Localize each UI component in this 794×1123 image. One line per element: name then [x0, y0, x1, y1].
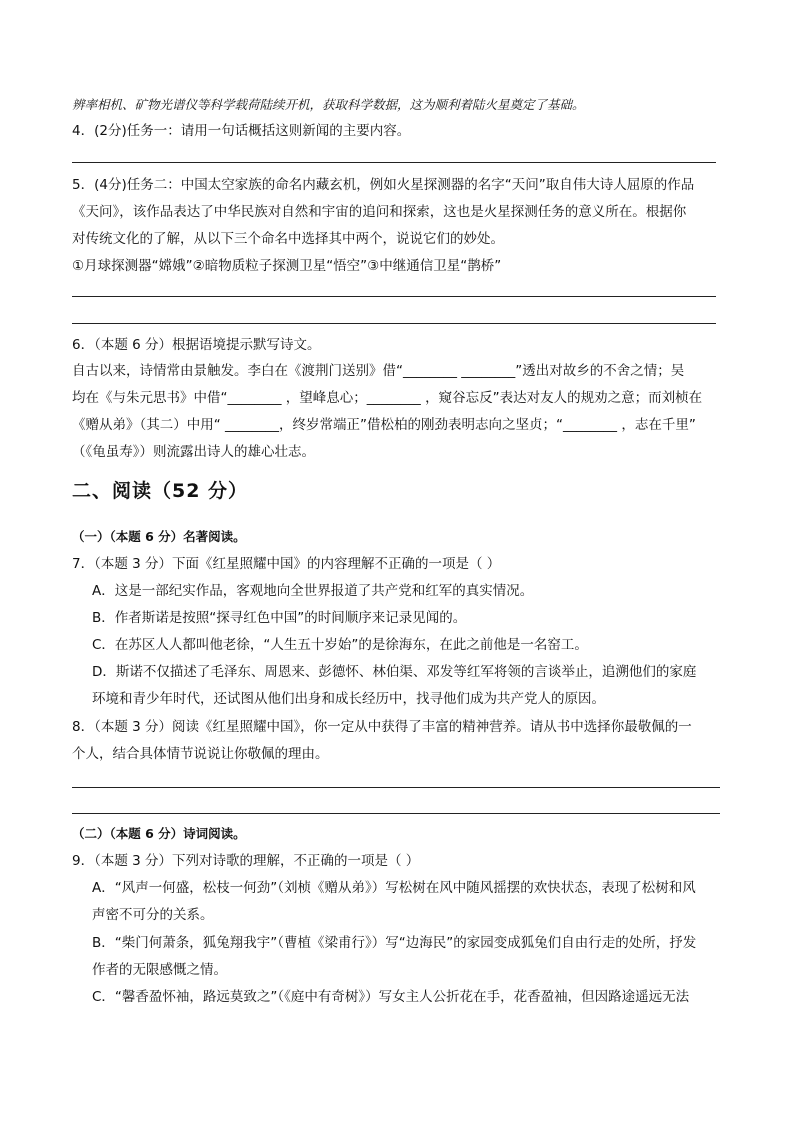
question-4: 4．(2分)任务一：请用一句话概括这则新闻的主要内容。 [72, 123, 411, 139]
answer-line-q8-2 [72, 813, 720, 814]
question-9-option-b-line-1: B．“柴门何萧条，狐兔翔我宇”（曹植《梁甫行》）写“边海民”的家园变成狐兔们自由行走的处所，抒发 [92, 935, 697, 951]
question-8-line-1: 8．（本题 3 分）阅读《红星照耀中国》，你一定从中获得了丰富的精神营养。请从书中选择你最敬佩的一 [72, 719, 692, 735]
subsection-1-heading: （一）（本题 6 分）名著阅读。 [72, 529, 246, 544]
question-5-line-1: 5．(4分)任务二：中国太空家族的命名内藏玄机，例如火星探测器的名字“天问”取自伟大诗人屈原的作品 [72, 177, 695, 193]
question-9-option-a-line-1: A．“风声一何盛，松枝一何劲”（刘桢《赠从弟》）写松树在风中随风摇摆的欢快状态，表现了松树和风 [92, 880, 696, 896]
intro-tail-text: 辨率相机、矿物光谱仪等科学载荷陆续开机，获取科学数据，这为顺利着陆火星奠定了基础。 [72, 97, 585, 112]
question-7-option-a: A．这是一部纪实作品，客观地向全世界报道了共产党和红军的真实情况。 [92, 583, 534, 599]
question-5-options: ①月球探测器“嫦娥”②暗物质粒子探测卫星“悟空”③中继通信卫星“鹊桥” [72, 258, 502, 274]
question-5-line-3: 对传统文化的了解，从以下三个命名中选择其中两个，说说它们的妙处。 [72, 231, 504, 247]
question-6-line-4: 《赠从弟》（其二）中用“ ________，终岁常端正”借松柏的刚劲表明志向之坚贞；“________ ，志在千里” [72, 417, 696, 433]
question-9: 9．（本题 3 分）下列对诗歌的理解，不正确的一项是（ ） [72, 853, 420, 869]
question-7-option-d-line-2: 环境和青少年时代，还试图从他们出身和成长经历中，找寻他们成为共产党人的原因。 [92, 691, 605, 707]
question-6-line-3: 均在《与朱元思书》中借“________ ，望峰息心；________ ，窥谷忘反”表达对友人的规劝之意；而刘桢在 [72, 390, 703, 406]
subsection-2-heading: （二）（本题 6 分）诗词阅读。 [72, 826, 246, 841]
question-9-option-a-line-2: 声密不可分的关系。 [92, 907, 214, 923]
question-7-option-c: C．在苏区人人都叫他老徐，“人生五十岁始”的是徐海东，在此之前他是一名窑工。 [92, 637, 588, 653]
answer-line-q5-1 [72, 296, 716, 297]
question-6-line-5: （《龟虽寿》）则流露出诗人的雄心壮志。 [72, 444, 315, 460]
section-heading-reading: 二、阅读（52 分） [72, 480, 249, 502]
question-5-line-2: 《天问》，该作品表达了中华民族对自然和宇宙的追问和探索，这也是火星探测任务的意义所在。根据你 [72, 204, 687, 220]
answer-line-q5-2 [72, 323, 716, 324]
question-9-option-c-line-1: C．“馨香盈怀袖，路远莫致之”（《庭中有奇树》）写女主人公折花在手，花香盈袖，但因路途遥远无法 [92, 989, 690, 1005]
question-9-option-b-line-2: 作者的无限感慨之情。 [92, 962, 227, 978]
question-7: 7．（本题 3 分）下面《红星照耀中国》的内容理解不正确的一项是（ ） [72, 556, 501, 572]
question-6-line-1: 6．（本题 6 分）根据语境提示默写诗文。 [72, 337, 321, 353]
answer-line-q4 [72, 162, 716, 163]
answer-line-q8-1 [72, 787, 720, 788]
question-7-option-d-line-1: D．斯诺不仅描述了毛泽东、周恩来、彭德怀、林伯渠、邓发等红军将领的言谈举止，追溯他们的家庭 [92, 664, 697, 680]
question-8-line-2: 个人，结合具体情节说说让你敬佩的理由。 [72, 746, 329, 762]
question-6-line-2: 自古以来，诗情常由景触发。李白在《渡荆门送别》借“________ ________”透出对故乡的不舍之情；吴 [72, 363, 685, 379]
question-7-option-b: B．作者斯诺是按照“探寻红色中国”的时间顺序来记录见闻的。 [92, 610, 467, 626]
